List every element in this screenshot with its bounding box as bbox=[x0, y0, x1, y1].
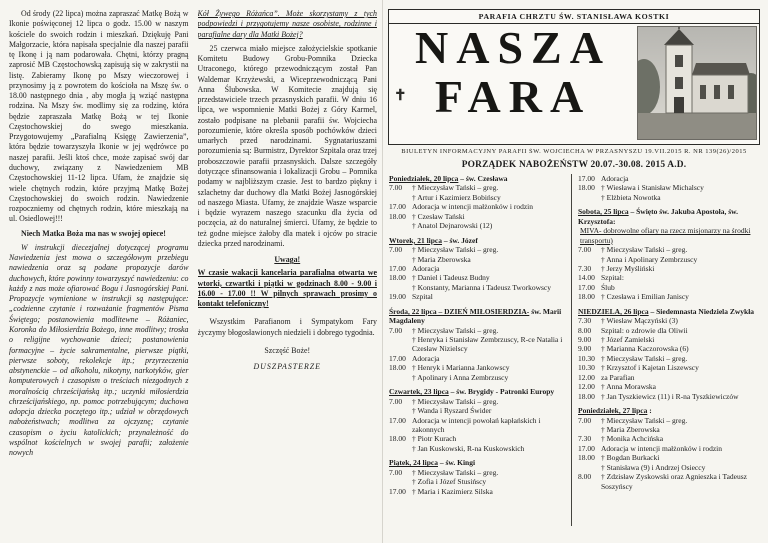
schedule-line: 7.30 † Wiesław Mączyński (3) bbox=[578, 316, 678, 326]
left-page bbox=[9, 9, 377, 536]
day-header: Poniedziałek, 27 lipca : bbox=[578, 406, 652, 416]
schedule-line: 9.00 † Józef Zamielski bbox=[578, 335, 655, 344]
schedule-day-block bbox=[578, 406, 756, 491]
schedule-line: 19.00 Szpital bbox=[389, 292, 433, 302]
schedule-line: 18.00 † Czesław Tański bbox=[389, 211, 465, 221]
day-note: MIVA- dobrowolne ofiary na rzecz misjonarzy na środki transportu) bbox=[580, 226, 751, 245]
schedule-line: † Jan Kuskowski, R-na Kuskowskich bbox=[412, 443, 525, 453]
masthead-body bbox=[389, 24, 759, 142]
schedule-line: † Maria Zberowska bbox=[601, 424, 660, 434]
page-fold-divider bbox=[382, 0, 383, 543]
schedule-line: † Apolinary i Anna Zembrzuscy bbox=[412, 372, 509, 382]
schedule-line: † Wanda i Ryszard Świder bbox=[412, 406, 492, 416]
schedule-day-block bbox=[578, 307, 756, 401]
uwaga-heading: Uwaga! bbox=[274, 255, 301, 265]
schedule-line: † Konstanty, Marianna i Tadeusz Tworkowscy bbox=[412, 282, 551, 292]
schedule-line: 12.00 za Parafian bbox=[578, 372, 635, 382]
schedule bbox=[388, 174, 760, 526]
blessing-line: Szczęść Boże! bbox=[264, 345, 311, 355]
schedule-line: 18.00 † Czesława i Emilian Janiscy bbox=[578, 292, 689, 302]
day-header: NIEDZIELA, 26 lipca – Siedemnasta Niedziela Zwykła bbox=[578, 306, 755, 316]
schedule-line: 17.00 Adoracja w intencji małżonków i rodzin bbox=[389, 202, 534, 212]
paragraph-icon-visits: Od środy (22 lipca) można zapraszać Matkę Bożą w Ikonie poświęconej 12 lipca o godz. 15.00 w naszym kościele do swoich rodzin i mieszkań. Dziękuję Pani Małgorzacie, która napisała specjalnie dla naszej parafii tę Ikonę i ją nam podarowała. Chętni, którzy pragną zaprosić MB Częstochowską zapisują się w zakrystii na listę. Zabieramy Ikonę po Mszy wieczorowej i przynosimy ją z powrotem do kościoła na Mszę św. o 18.00 następnego dnia , aby mogła ją wziąć następna rodzina. Na Mszy św. modlimy się za rodzinę, która będzie zapraszała Matkę Bożą w tej Ikonie Częstochowskiej do swego mieszkania. Przygotowujemy „Parafialną Księgę Zawierzenia”, która będzie towarzyszyła Ikonie w jej wędrówce po naszej parafii. Jeśli ktoś chce, może zapisać swój dar duchowy, związany z Nawiedzeniem MB Częstochowskiej 11-12 lipca. Ufam, że znajdzie się wiele chętnych rodzin, które przyjmą Matkę Bożej Częstochowskiej do swoich rodzin. Nawiedzenie rozpoczniemy od chętnych rodzin, które mieszkają na ul. Osiedlowej!!! bbox=[9, 9, 189, 224]
day-header: Środa, 22 lipca – DZIEŃ MIŁOSIERDZIA- św. Marii Magdaleny bbox=[389, 306, 562, 326]
schedule-line: 17.00 Ślub bbox=[578, 282, 615, 292]
schedule-line: † Elżbieta Nowotka bbox=[601, 192, 661, 202]
schedule-line: 18.00 † Bogdan Burkacki bbox=[578, 453, 660, 463]
schedule-line: 7.00 † Mieczysław Tański – greg. bbox=[389, 396, 499, 406]
schedule-line: 17.00 Adoracja bbox=[389, 353, 440, 363]
church-photo bbox=[637, 26, 757, 140]
right-page bbox=[388, 9, 760, 536]
paragraph-closing: Wszystkim Parafianom i Sympatykom Fary życzymy błogosławionych niedzieli i dobrego tygodnia. bbox=[197, 317, 377, 337]
masthead bbox=[388, 9, 760, 145]
schedule-line: 7.00 † Mieczysław Tański – greg. bbox=[578, 415, 688, 425]
schedule-line: 7.00 † Mieczysław Tański – greg. bbox=[389, 467, 499, 477]
schedule-line: 17.00 Adoracja w intencji małżonków i rodzin bbox=[578, 443, 723, 453]
masthead-title bbox=[391, 24, 635, 122]
schedule-line: 17.00 Adoracja bbox=[389, 263, 440, 273]
schedule-line: 7.30 † Jerzy Myśliński bbox=[578, 263, 655, 273]
schedule-day-block bbox=[389, 174, 567, 231]
schedule-line: 7.00 † Mieczysław Tański – greg. bbox=[578, 245, 688, 255]
title-line-nasza: NASZA bbox=[415, 22, 611, 73]
schedule-line: 7.00 † Mieczysław Tański – greg. bbox=[389, 245, 499, 255]
schedule-line: † Zofia i Józef Stusińscy bbox=[412, 477, 487, 487]
schedule-line: 7.30 † Monika Achcińska bbox=[578, 434, 664, 444]
schedule-day-block bbox=[389, 387, 567, 453]
day-header: Czwartek, 23 lipca – św. Brygidy - Patronki Europy bbox=[389, 387, 555, 397]
schedule-line: 8.00 † Zdzisław Zyskowski oraz Agnieszka i Tadeusz Soszyńscy bbox=[578, 472, 747, 491]
schedule-day-block bbox=[389, 307, 567, 383]
schedule-line: 18.00 † Piotr Kurach bbox=[389, 434, 457, 444]
schedule-day-block bbox=[578, 174, 756, 202]
schedule-day-block bbox=[578, 207, 756, 301]
schedule-title: PORZĄDEK NABOŻEŃSTW 20.07.-30.08. 2015 A.D. bbox=[461, 160, 687, 170]
day-header: Wtorek, 21 lipca – św. Józef bbox=[389, 235, 478, 245]
schedule-line: 17.00 † Maria i Kazimierz Silska bbox=[389, 486, 493, 496]
bulletin-info-line: BIULETYN INFORMACYJNY PARAFII ŚW. WOJCIECHA W PRZASNYSZU 19.VII.2015 R. NR 139(26)/2015 bbox=[401, 148, 747, 155]
schedule-day-block bbox=[389, 236, 567, 302]
day-header: Piątek, 24 lipca – św. Kingi bbox=[389, 458, 476, 468]
left-column-1 bbox=[9, 9, 189, 536]
schedule-line: † Henryka i Stanisław Zembrzuscy, R-ce Natalia i Czesław Nizielscy bbox=[412, 335, 563, 354]
title-line-fara: FARA bbox=[434, 70, 592, 122]
schedule-line: 7.00 † Mieczysław Tański – greg. bbox=[389, 325, 499, 335]
paragraph-continuation: Kół Żywego Różańca”. Może skorzystamy z tych podpowiedzi i przygotujemy nasze osobiste, rodzinne i parafialne dary dla Matki Bożej? bbox=[197, 9, 377, 39]
schedule-line: 10.30 † Krzysztof i Kajetan Liszewscy bbox=[578, 363, 699, 373]
schedule-line: 12.00 † Anna Morawska bbox=[578, 382, 656, 392]
schedule-column-right bbox=[571, 174, 760, 526]
schedule-line: 18.00 † Jan Tyszkiewicz (11) i R-na Tyszkiewiczów bbox=[578, 391, 739, 401]
schedule-line: † Anatol Dejnarowski (12) bbox=[412, 221, 493, 231]
schedule-column-left bbox=[388, 174, 571, 526]
paragraph-diocesan-instruction: W instrukcji diecezjalnej dotyczącej programu Nawiedzenia jest mowa o szczegółowym przebiegu nawiedzenia oraz są podane propozycje darów duchowych, które powinny towarzyszyć nawiedzeniu: co każdy z nas może ofiarować Bogu i Jasnogórskiej Pani. Propozycje wymienione w instrukcji są następujące: „codzienne czytanie i rozważanie fragmentów Pisma Świętego; postanowienia modlitewne – Różaniec, Koronka do Miłosierdzia Bożego, inne modlitwy; troska o religijne wychowanie dzieci; postanowienia formacyjne – życie sakramentalne, pierwsze piątki, pierwsze soboty, rekolekcje itp.; przyrzeczenia abstynenckie – od alkoholu, nikotyny, narkotyków, gier komputerowych i czasopism o treściach niezgodnych z moralnością chrześcijańską itp.; uczynki miłosierdzia chrześcijańskiego, np. pomoc potrzebującym; duchowa adopcja dziecka poczętego itp.; udział w obrzędowych nabożeństwach; modlitwa za ojczyznę; czytanie czasopism o życiu katolickich; przynależność do wspólnot kościelnych w swojej parafii; założenie nowych bbox=[9, 242, 189, 458]
schedule-line: 10.30 † Mieczysław Tański – greg. bbox=[578, 353, 688, 363]
schedule-line: † Maria Zberowska bbox=[412, 254, 471, 264]
day-header: Sobota, 25 lipca – Święto św. Jakuba Apostoła, św. Krzysztofa: bbox=[578, 207, 739, 226]
schedule-line: 17.00 Adoracja bbox=[578, 174, 629, 183]
left-column-2 bbox=[198, 9, 378, 536]
schedule-line: 8.00 Szpital: o zdrowie dla Oliwii bbox=[578, 325, 688, 335]
day-header: Poniedziałek, 20 lipca – św. Czesława bbox=[389, 174, 508, 183]
schedule-line: † Stanisława (9) i Andrzej Osieccy bbox=[601, 462, 706, 472]
paragraph-committee: 25 czerwca miało miejsce założycielskie spotkanie Komitetu Budowy Grobu-Pomnika Dziecka Utraconego, którego przewodniczącym został Pan Waldemar Krzyżewski, a Wiceprzewodniczącą Pani Anna Ślubowska. W Komitecie znajdują się przedstawiciele trzech przasnyskich parafii. W dniu 16 lipca, we wspomnienie Matki Bożej z Góry Karmel, zostało podpisane na plebanii parafii św. Wojciecha porozumienie, które określa sposób pochówków dzieci umarłych przed narodzinami. Sygnatariuszami porozumienia są: Burmistrz, Dyrektor Szpitala oraz trzej proboszczowie parafii przasnyskich. Dalsze szczegóły dotyczące sfinansowania i lokalizacji Grobu – Pomnika podamy w najbliższym czasie. Jest to bardzo piękny i szlachetny dar duchowy dla Matki Bożej Jasnogórskiej od naszego Miasta. Ufamy, że znajdzie Wasze wsparcie i będzie wyrazem naszego szacunku dla życia od poczęcia, aż do naturalnej śmierci. Ufamy, że będzie to też godne miejsce żałoby dla matek i ojców po stracie dziecka przed narodzinami. bbox=[197, 43, 377, 248]
schedule-line: 17.00 Adoracja w intencji powołań kapłańskich i zakonnych bbox=[389, 415, 541, 434]
parish-name: PARAFIA CHRZTU ŚW. STANISŁAWA KOSTKI bbox=[389, 10, 759, 24]
schedule-line: † Anna i Apolinary Zembrzuscy bbox=[601, 254, 698, 264]
schedule-line: 7.00 † Mieczysław Tański – greg. bbox=[389, 183, 499, 193]
signature-duszpasterze: DUSZPASTERZE bbox=[253, 362, 322, 372]
cross-icon: ✝ bbox=[394, 88, 407, 104]
schedule-line: 18.00 † Daniel i Tadeusz Budny bbox=[389, 273, 490, 283]
schedule-line: 18.00 † Wiesława i Stanisław Michalscy bbox=[578, 183, 704, 193]
schedule-day-block bbox=[389, 458, 567, 496]
schedule-line: 18.00 † Henryk i Marianna Jankowscy bbox=[389, 363, 510, 373]
church-illustration bbox=[638, 27, 756, 139]
schedule-line: † Artur i Kazimierz Bobińscy bbox=[412, 192, 501, 202]
schedule-line: 9.00 † Marianna Kaczorowska (6) bbox=[578, 344, 689, 354]
paragraph-blessing: Niech Matka Boża ma nas w swojej opiece! bbox=[21, 228, 166, 238]
uwaga-body: W czasie wakacji kancelaria parafialna otwarta we wtorki, czwartki i piątki w godzinach 8.00 - 9.00 i 16.00 - 17.00 !! W pilnych sprawach prosimy o kontakt telefoniczny! bbox=[197, 268, 377, 309]
schedule-line: 14.00 Szpital: bbox=[578, 273, 624, 283]
